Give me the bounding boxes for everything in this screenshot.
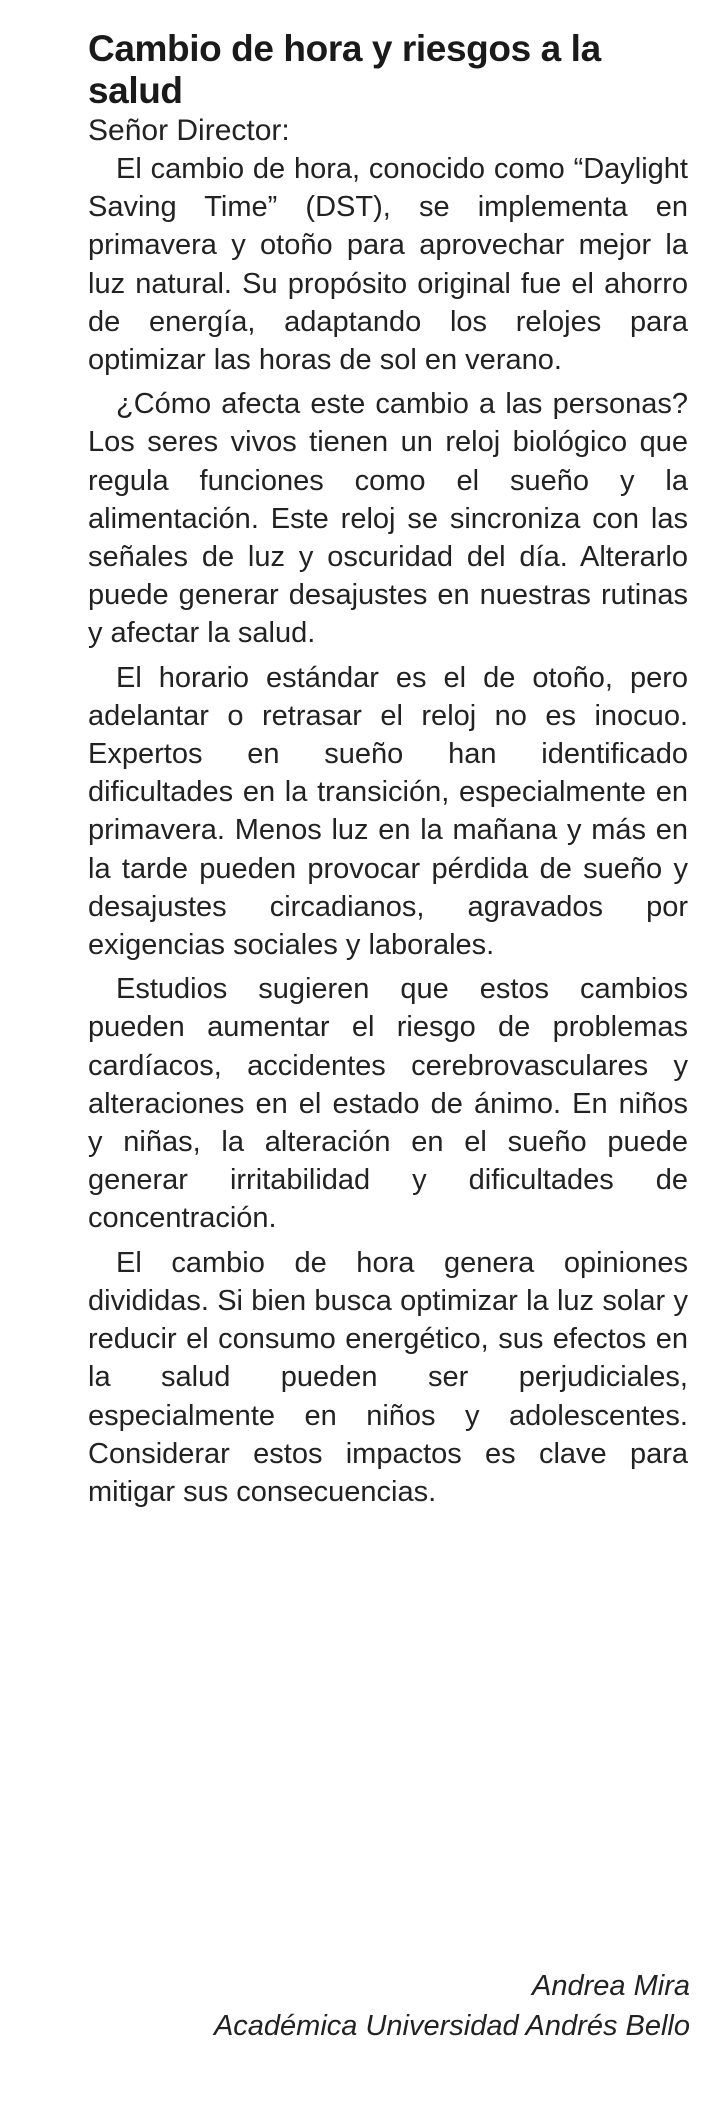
letter-signature bbox=[214, 1966, 690, 2046]
letter-paragraph: El horario estándar es el de otoño, pero adelantar o retrasar el reloj no es inocuo. Expertos en sueño han identificado dificultades en la transición, especialmente en primavera. Menos luz en la mañana y más en la tarde pueden provocar pérdida de sueño y desajustes circadianos, agravados por exigencias sociales y laborales. bbox=[88, 661, 688, 962]
letter-paragraph: El cambio de hora genera opiniones divididas. Si bien busca optimizar la luz solar y reducir el consumo energético, sus efectos en la salud pueden ser perjudiciales, especialmente en niños y adolescentes. Considerar estos impactos es clave para mitigar sus consecuencias. bbox=[88, 1246, 688, 1508]
letter-column bbox=[88, 28, 688, 1511]
signature-affiliation: Académica Universidad Andrés Bello bbox=[213, 2010, 690, 2042]
letter-paragraph: Estudios sugieren que estos cambios pueden aumentar el riesgo de problemas cardíacos, accidentes cerebrovasculares y alteraciones en el estado de ánimo. En niños y niñas, la alteración en el sueño puede generar irritabilidad y dificultades de concentración. bbox=[88, 973, 688, 1235]
letter-paragraph: El cambio de hora, conocido como “Daylight Saving Time” (DST), se implementa en primavera y otoño para aprovechar mejor la luz natural. Su propósito original fue el ahorro de energía, adaptando los relojes para optimizar las horas de sol en verano. bbox=[88, 153, 688, 377]
signature-name: Andrea Mira bbox=[532, 1970, 690, 2002]
letter-body bbox=[88, 150, 688, 1511]
letter-title: Cambio de hora y riesgos a la salud bbox=[88, 28, 601, 111]
letter-paragraph: ¿Cómo afecta este cambio a las personas? Los seres vivos tienen un reloj biológico que regula funciones como el sueño y la alimentación. Este reloj se sincroniza con las señales de luz y oscuridad del día. Alterarlo puede generar desajustes en nuestras rutinas y afectar la salud. bbox=[88, 388, 688, 650]
letter-salutation: Señor Director: bbox=[88, 114, 290, 147]
